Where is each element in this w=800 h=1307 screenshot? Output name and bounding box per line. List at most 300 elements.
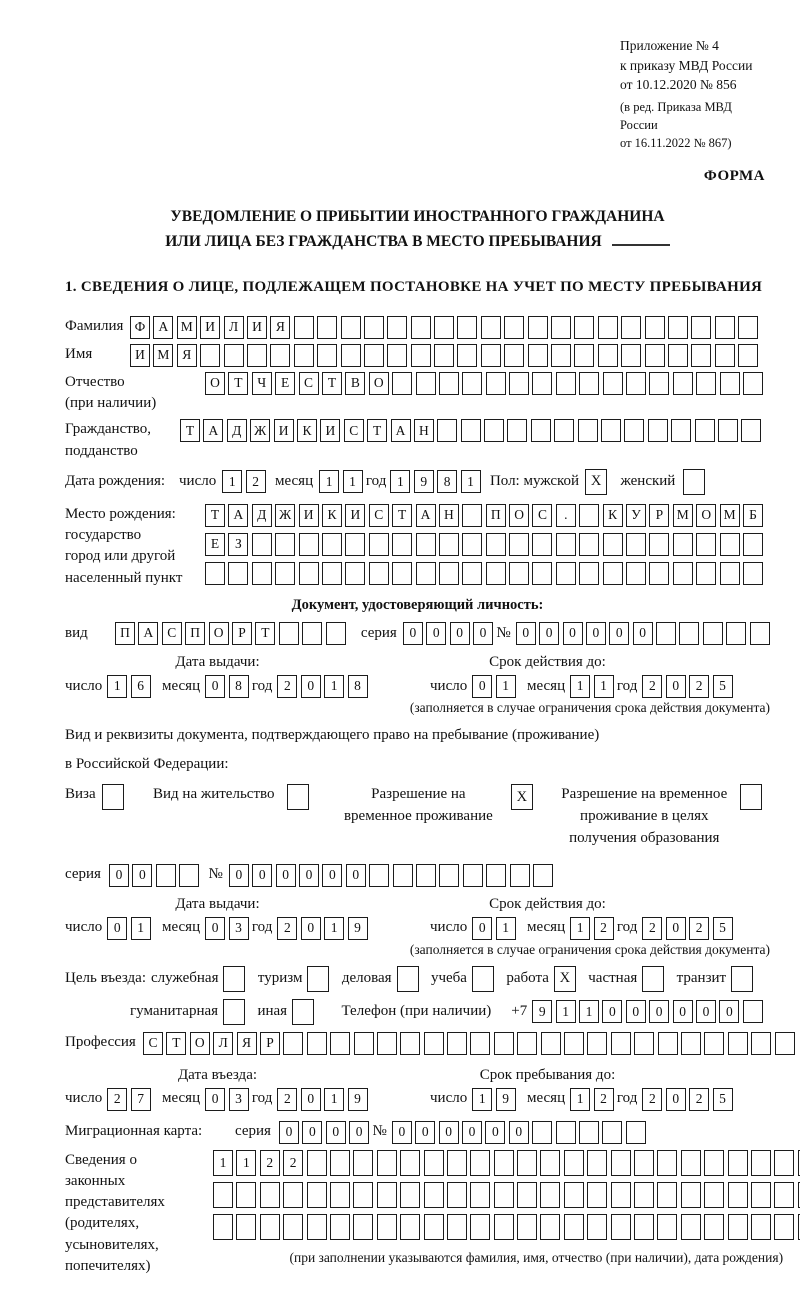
char-box[interactable] (720, 372, 740, 395)
char-box[interactable] (377, 1182, 397, 1208)
char-box[interactable] (540, 1214, 560, 1240)
char-box[interactable] (279, 622, 299, 645)
char-box[interactable] (400, 1214, 420, 1240)
char-box[interactable] (648, 419, 668, 442)
char-box[interactable] (369, 864, 389, 887)
char-box[interactable] (486, 533, 506, 556)
char-box[interactable]: 1 (324, 917, 344, 940)
char-box[interactable] (275, 533, 295, 556)
char-box[interactable]: 0 (539, 622, 559, 645)
char-box[interactable] (439, 372, 459, 395)
char-box[interactable] (564, 1214, 584, 1240)
char-box[interactable] (494, 1214, 514, 1240)
char-box[interactable]: 0 (586, 622, 606, 645)
char-box[interactable]: 0 (472, 917, 492, 940)
char-box[interactable]: 0 (132, 864, 152, 887)
char-box[interactable]: И (274, 419, 294, 442)
char-box[interactable]: 1 (222, 470, 242, 493)
char-box[interactable] (481, 344, 501, 367)
char-box[interactable]: 8 (437, 470, 457, 493)
char-box[interactable]: Т (166, 1032, 186, 1055)
char-box[interactable]: Л (224, 316, 244, 339)
char-box[interactable] (369, 562, 389, 585)
char-box[interactable]: 2 (277, 917, 297, 940)
char-box[interactable] (397, 966, 419, 992)
char-box[interactable]: 0 (673, 1000, 693, 1023)
char-box[interactable] (634, 1032, 654, 1055)
char-box[interactable]: 2 (260, 1150, 280, 1176)
char-box[interactable]: 0 (462, 1121, 482, 1144)
char-box[interactable]: 0 (109, 864, 129, 887)
char-box[interactable] (270, 344, 290, 367)
char-box[interactable]: 6 (131, 675, 151, 698)
char-box[interactable]: Т (322, 372, 342, 395)
char-box[interactable] (283, 1214, 303, 1240)
char-box[interactable]: 1 (131, 917, 151, 940)
char-box[interactable] (603, 533, 623, 556)
char-box[interactable]: 2 (277, 675, 297, 698)
char-box[interactable] (668, 316, 688, 339)
char-box[interactable]: О (190, 1032, 210, 1055)
char-box[interactable] (556, 1121, 576, 1144)
char-box[interactable] (696, 372, 716, 395)
char-box[interactable] (691, 344, 711, 367)
char-box[interactable] (611, 1182, 631, 1208)
char-box[interactable]: Т (392, 504, 412, 527)
char-box[interactable] (579, 504, 599, 527)
char-box[interactable] (224, 344, 244, 367)
char-box[interactable]: 3 (229, 1088, 249, 1111)
char-box[interactable]: И (130, 344, 150, 367)
char-box[interactable] (621, 316, 641, 339)
char-box[interactable] (602, 1121, 622, 1144)
char-box[interactable] (213, 1182, 233, 1208)
char-box[interactable]: 0 (633, 622, 653, 645)
char-box[interactable] (574, 316, 594, 339)
char-box[interactable]: 0 (205, 917, 225, 940)
char-box[interactable] (236, 1214, 256, 1240)
char-box[interactable]: И (345, 504, 365, 527)
char-box[interactable] (463, 864, 483, 887)
char-box[interactable] (102, 784, 124, 810)
char-box[interactable] (213, 1214, 233, 1240)
char-box[interactable] (283, 1032, 303, 1055)
char-box[interactable] (330, 1032, 350, 1055)
char-box[interactable] (624, 419, 644, 442)
char-box[interactable]: 2 (594, 1088, 614, 1111)
char-box[interactable] (532, 533, 552, 556)
char-box[interactable] (330, 1182, 350, 1208)
char-box[interactable]: Р (649, 504, 669, 527)
char-box[interactable] (645, 344, 665, 367)
char-box[interactable] (731, 966, 753, 992)
char-box[interactable] (341, 316, 361, 339)
char-box[interactable]: 0 (472, 675, 492, 698)
char-box[interactable]: Б (743, 504, 763, 527)
char-box[interactable] (775, 1032, 795, 1055)
char-box[interactable] (341, 344, 361, 367)
char-box[interactable] (728, 1032, 748, 1055)
char-box[interactable] (695, 419, 715, 442)
char-box[interactable]: 0 (649, 1000, 669, 1023)
char-box[interactable]: У (626, 504, 646, 527)
char-box[interactable] (668, 344, 688, 367)
char-box[interactable]: 0 (426, 622, 446, 645)
char-box[interactable]: 1 (570, 675, 590, 698)
char-box[interactable]: С (162, 622, 182, 645)
char-box[interactable] (649, 372, 669, 395)
char-box[interactable] (551, 344, 571, 367)
char-box[interactable] (679, 622, 699, 645)
char-box[interactable] (470, 1214, 490, 1240)
char-box[interactable] (462, 504, 482, 527)
char-box[interactable] (656, 622, 676, 645)
char-box[interactable] (416, 533, 436, 556)
char-box[interactable] (528, 316, 548, 339)
char-box[interactable]: 9 (414, 470, 434, 493)
char-box[interactable]: 0 (301, 917, 321, 940)
char-box[interactable] (223, 999, 245, 1025)
char-box[interactable] (369, 533, 389, 556)
char-box[interactable] (494, 1032, 514, 1055)
char-box[interactable] (509, 562, 529, 585)
char-box[interactable] (741, 419, 761, 442)
char-box[interactable] (507, 419, 527, 442)
char-box[interactable] (424, 1182, 444, 1208)
char-box[interactable] (392, 372, 412, 395)
char-box[interactable] (504, 344, 524, 367)
char-box[interactable] (364, 344, 384, 367)
char-box[interactable] (671, 419, 691, 442)
char-box[interactable] (738, 344, 758, 367)
char-box[interactable] (626, 562, 646, 585)
char-box[interactable] (228, 562, 248, 585)
char-box[interactable] (645, 316, 665, 339)
char-box[interactable] (179, 864, 199, 887)
char-box[interactable] (294, 344, 314, 367)
char-box[interactable] (691, 316, 711, 339)
char-box[interactable]: 1 (343, 470, 363, 493)
char-box[interactable] (486, 864, 506, 887)
char-box[interactable]: 1 (236, 1150, 256, 1176)
char-box[interactable]: 0 (403, 622, 423, 645)
char-box[interactable]: Т (180, 419, 200, 442)
char-box[interactable] (532, 372, 552, 395)
char-box[interactable]: 0 (666, 1088, 686, 1111)
char-box[interactable]: С (344, 419, 364, 442)
char-box[interactable] (260, 1182, 280, 1208)
char-box[interactable] (307, 1182, 327, 1208)
char-box[interactable] (657, 1182, 677, 1208)
char-box[interactable] (704, 1182, 724, 1208)
char-box[interactable]: 2 (689, 675, 709, 698)
char-box[interactable]: Я (270, 316, 290, 339)
char-box[interactable]: 0 (107, 917, 127, 940)
char-box[interactable] (322, 533, 342, 556)
char-box[interactable] (743, 533, 763, 556)
char-box[interactable]: 1 (319, 470, 339, 493)
char-box[interactable] (626, 1121, 646, 1144)
char-box[interactable]: 2 (246, 470, 266, 493)
char-box[interactable] (486, 372, 506, 395)
char-box[interactable]: Н (439, 504, 459, 527)
char-box[interactable]: X (511, 784, 533, 810)
char-box[interactable] (260, 1214, 280, 1240)
char-box[interactable]: С (369, 504, 389, 527)
char-box[interactable] (726, 622, 746, 645)
char-box[interactable] (683, 469, 705, 495)
char-box[interactable] (704, 1032, 724, 1055)
char-box[interactable] (387, 344, 407, 367)
char-box[interactable] (774, 1214, 794, 1240)
char-box[interactable]: И (247, 316, 267, 339)
char-box[interactable] (393, 864, 413, 887)
char-box[interactable]: 0 (276, 864, 296, 887)
char-box[interactable]: 2 (277, 1088, 297, 1111)
char-box[interactable]: 2 (642, 675, 662, 698)
char-box[interactable] (200, 344, 220, 367)
char-box[interactable] (299, 562, 319, 585)
char-box[interactable] (587, 1214, 607, 1240)
char-box[interactable] (564, 1032, 584, 1055)
char-box[interactable] (353, 1214, 373, 1240)
char-box[interactable]: М (673, 504, 693, 527)
char-box[interactable] (330, 1214, 350, 1240)
char-box[interactable] (470, 1182, 490, 1208)
char-box[interactable]: 0 (509, 1121, 529, 1144)
char-box[interactable] (439, 864, 459, 887)
char-box[interactable]: А (416, 504, 436, 527)
char-box[interactable]: 0 (450, 622, 470, 645)
char-box[interactable] (424, 1214, 444, 1240)
char-box[interactable] (345, 562, 365, 585)
char-box[interactable]: М (177, 316, 197, 339)
char-box[interactable] (392, 533, 412, 556)
char-box[interactable]: 1 (324, 1088, 344, 1111)
char-box[interactable] (532, 1121, 552, 1144)
char-box[interactable] (540, 1182, 560, 1208)
char-box[interactable] (364, 316, 384, 339)
char-box[interactable] (326, 622, 346, 645)
char-box[interactable]: А (138, 622, 158, 645)
char-box[interactable] (579, 562, 599, 585)
char-box[interactable] (579, 1121, 599, 1144)
char-box[interactable] (751, 1214, 771, 1240)
char-box[interactable]: 9 (532, 1000, 552, 1023)
char-box[interactable] (447, 1182, 467, 1208)
char-box[interactable] (673, 372, 693, 395)
char-box[interactable] (457, 316, 477, 339)
char-box[interactable] (718, 419, 738, 442)
char-box[interactable]: 1 (556, 1000, 576, 1023)
char-box[interactable] (587, 1182, 607, 1208)
char-box[interactable] (307, 1032, 327, 1055)
char-box[interactable]: Д (227, 419, 247, 442)
char-box[interactable]: 1 (594, 675, 614, 698)
char-box[interactable] (517, 1214, 537, 1240)
char-box[interactable] (275, 562, 295, 585)
char-box[interactable]: 1 (472, 1088, 492, 1111)
char-box[interactable] (715, 344, 735, 367)
char-box[interactable] (681, 1032, 701, 1055)
char-box[interactable]: Ж (275, 504, 295, 527)
char-box[interactable] (673, 533, 693, 556)
char-box[interactable] (541, 1032, 561, 1055)
char-box[interactable]: О (369, 372, 389, 395)
char-box[interactable] (532, 562, 552, 585)
char-box[interactable]: 1 (213, 1150, 233, 1176)
char-box[interactable] (658, 1032, 678, 1055)
char-box[interactable] (307, 966, 329, 992)
char-box[interactable]: Я (237, 1032, 257, 1055)
char-box[interactable] (673, 562, 693, 585)
char-box[interactable] (434, 344, 454, 367)
char-box[interactable]: 0 (666, 917, 686, 940)
char-box[interactable]: О (205, 372, 225, 395)
char-box[interactable]: Д (252, 504, 272, 527)
char-box[interactable]: 2 (642, 917, 662, 940)
char-box[interactable] (424, 1032, 444, 1055)
char-box[interactable]: 0 (485, 1121, 505, 1144)
char-box[interactable]: 0 (392, 1121, 412, 1144)
char-box[interactable] (649, 533, 669, 556)
char-box[interactable] (750, 622, 770, 645)
char-box[interactable] (696, 533, 716, 556)
char-box[interactable]: 7 (131, 1088, 151, 1111)
char-box[interactable]: К (297, 419, 317, 442)
char-box[interactable]: З (228, 533, 248, 556)
char-box[interactable] (681, 1214, 701, 1240)
char-box[interactable]: К (322, 504, 342, 527)
char-box[interactable] (774, 1182, 794, 1208)
char-box[interactable] (657, 1214, 677, 1240)
char-box[interactable]: О (696, 504, 716, 527)
char-box[interactable] (556, 533, 576, 556)
char-box[interactable]: О (509, 504, 529, 527)
char-box[interactable] (509, 372, 529, 395)
char-box[interactable] (322, 562, 342, 585)
char-box[interactable]: 0 (299, 864, 319, 887)
char-box[interactable]: 1 (570, 917, 590, 940)
char-box[interactable]: 9 (496, 1088, 516, 1111)
char-box[interactable] (681, 1182, 701, 1208)
char-box[interactable] (287, 784, 309, 810)
char-box[interactable] (457, 344, 477, 367)
char-box[interactable]: 1 (570, 1088, 590, 1111)
char-box[interactable]: 0 (602, 1000, 622, 1023)
char-box[interactable]: 2 (107, 1088, 127, 1111)
char-box[interactable]: 1 (390, 470, 410, 493)
char-box[interactable]: Ч (252, 372, 272, 395)
char-box[interactable]: Ф (130, 316, 150, 339)
char-box[interactable] (494, 1182, 514, 1208)
char-box[interactable] (517, 1182, 537, 1208)
char-box[interactable] (703, 622, 723, 645)
char-box[interactable]: 0 (301, 1088, 321, 1111)
char-box[interactable] (236, 1182, 256, 1208)
char-box[interactable]: П (115, 622, 135, 645)
char-box[interactable] (447, 1032, 467, 1055)
char-box[interactable]: 0 (279, 1121, 299, 1144)
char-box[interactable] (302, 622, 322, 645)
char-box[interactable] (509, 533, 529, 556)
char-box[interactable] (728, 1182, 748, 1208)
char-box[interactable] (439, 562, 459, 585)
char-box[interactable]: 2 (642, 1088, 662, 1111)
char-box[interactable]: А (228, 504, 248, 527)
char-box[interactable] (743, 1000, 763, 1023)
char-box[interactable]: К (603, 504, 623, 527)
char-box[interactable] (743, 372, 763, 395)
char-box[interactable] (411, 344, 431, 367)
char-box[interactable]: 0 (626, 1000, 646, 1023)
char-box[interactable] (416, 372, 436, 395)
char-box[interactable] (751, 1182, 771, 1208)
char-box[interactable] (611, 1214, 631, 1240)
char-box[interactable]: А (203, 419, 223, 442)
char-box[interactable]: 8 (229, 675, 249, 698)
char-box[interactable] (434, 316, 454, 339)
char-box[interactable]: 2 (283, 1150, 303, 1176)
char-box[interactable]: 0 (326, 1121, 346, 1144)
char-box[interactable]: Е (275, 372, 295, 395)
char-box[interactable] (416, 864, 436, 887)
char-box[interactable]: . (556, 504, 576, 527)
char-box[interactable]: 2 (689, 1088, 709, 1111)
char-box[interactable]: Т (228, 372, 248, 395)
char-box[interactable]: 1 (496, 917, 516, 940)
char-box[interactable] (437, 419, 457, 442)
char-box[interactable]: А (153, 316, 173, 339)
char-box[interactable] (299, 533, 319, 556)
char-box[interactable] (447, 1214, 467, 1240)
char-box[interactable] (720, 562, 740, 585)
char-box[interactable]: 1 (461, 470, 481, 493)
char-box[interactable] (510, 864, 530, 887)
char-box[interactable]: 1 (324, 675, 344, 698)
char-box[interactable] (740, 784, 762, 810)
char-box[interactable]: 0 (415, 1121, 435, 1144)
char-box[interactable] (223, 966, 245, 992)
char-box[interactable]: 2 (689, 917, 709, 940)
char-box[interactable]: С (299, 372, 319, 395)
char-box[interactable] (247, 344, 267, 367)
char-box[interactable] (554, 419, 574, 442)
char-box[interactable]: 5 (713, 675, 733, 698)
char-box[interactable] (416, 562, 436, 585)
char-box[interactable]: 0 (609, 622, 629, 645)
char-box[interactable] (587, 1032, 607, 1055)
char-box[interactable] (400, 1032, 420, 1055)
char-box[interactable] (461, 419, 481, 442)
char-box[interactable]: Л (213, 1032, 233, 1055)
char-box[interactable]: 0 (252, 864, 272, 887)
char-box[interactable]: 3 (229, 917, 249, 940)
char-box[interactable]: 9 (348, 917, 368, 940)
char-box[interactable] (387, 316, 407, 339)
char-box[interactable] (353, 1182, 373, 1208)
char-box[interactable] (649, 562, 669, 585)
char-box[interactable] (696, 562, 716, 585)
char-box[interactable]: В (345, 372, 365, 395)
char-box[interactable]: 0 (302, 1121, 322, 1144)
char-box[interactable]: Т (205, 504, 225, 527)
char-box[interactable]: И (320, 419, 340, 442)
char-box[interactable]: X (554, 966, 576, 992)
char-box[interactable] (283, 1182, 303, 1208)
char-box[interactable] (621, 344, 641, 367)
char-box[interactable] (556, 372, 576, 395)
